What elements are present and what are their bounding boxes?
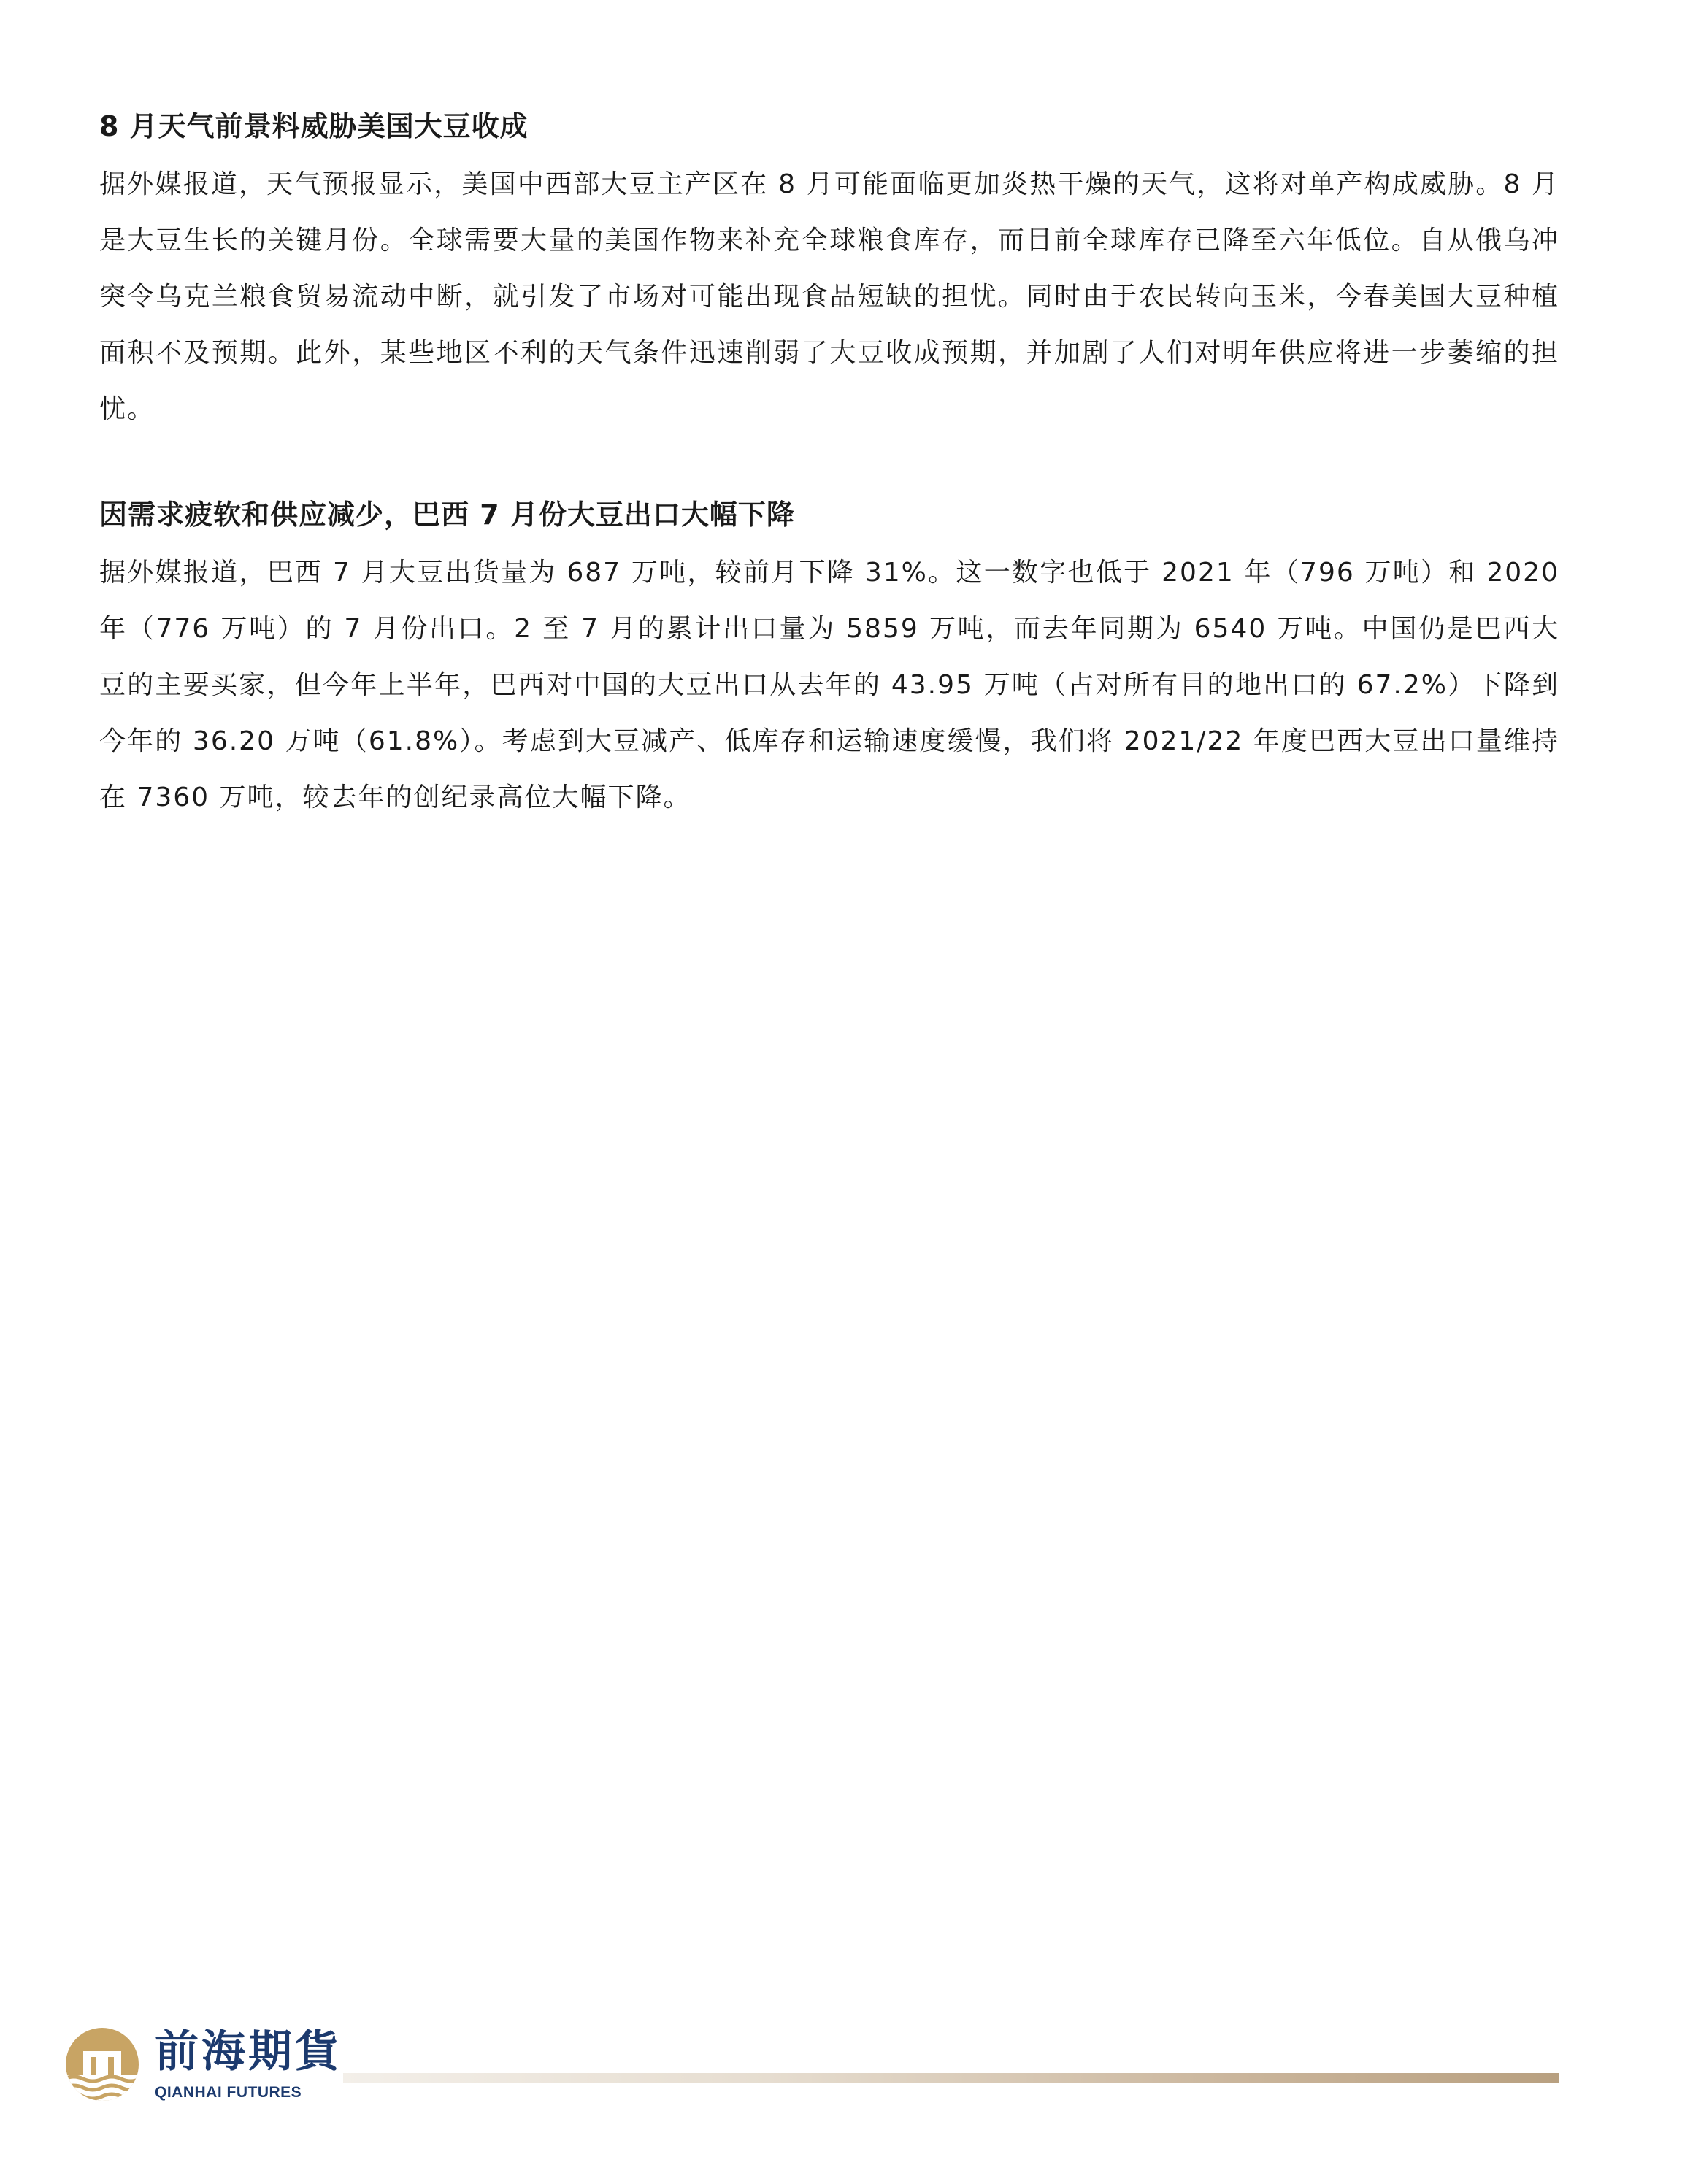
section-paragraph: 据外媒报道，天气预报显示，美国中西部大豆主产区在 8 月可能面临更加炎热干燥的天气，这将对单产构成威胁。8 月是大豆生长的关键月份。全球需要大量的美国作物来补充全球粮食库存，而目前全球库存已降至六年低位。自从俄乌冲突令乌克兰粮食贸易流动中断，就引发了市场对可能出现食品短缺的担忧。同时由于农民转向玉米，今春美国大豆种植面积不及预期。此外，某些地区不利的天气条件迅速削弱了大豆收成预期，并加剧了人们对明年供应将进一步萎缩的担忧。 bbox=[99, 169, 1559, 424]
logo-english-name: QIANHAI FUTURES bbox=[155, 2084, 302, 2101]
section-paragraph: 据外媒报道，巴西 7 月大豆出货量为 687 万吨，较前月下降 31%。这一数字也低于 2021 年（796 万吨）和 2020 年（776 万吨）的 7 月份出口。2 至 7 月的累计出口量为 5859 万吨，而去年同期为 6540 万吨。中国仍是巴西大豆的主要买家，但今年上半年，巴西对中国的大豆出口从去年的 43.95 万吨（占对所有目的地出口的 67.2%）下降到今年的 36.20 万吨（61.8%）。考虑到大豆减产、低库存和运输速度缓慢，我们将 2021/22 年度巴西大豆出口量维持在 7360 万吨，较去年的创纪录高位大幅下降。 bbox=[99, 558, 1559, 812]
qianhai-logo-icon bbox=[64, 2026, 140, 2102]
section-heading: 因需求疲软和供应减少，巴西 7 月份大豆出口大幅下降 bbox=[99, 499, 795, 531]
logo-chinese-name: 前海期貨 bbox=[155, 2026, 342, 2077]
section-heading: 8 月天气前景料威胁美国大豆收成 bbox=[99, 110, 529, 142]
page-footer bbox=[64, 2026, 1583, 2129]
article-section-brazil-soybean-exports bbox=[99, 491, 1559, 826]
footer-divider bbox=[343, 2073, 1559, 2083]
article-section-us-soybean-weather bbox=[99, 102, 1559, 437]
